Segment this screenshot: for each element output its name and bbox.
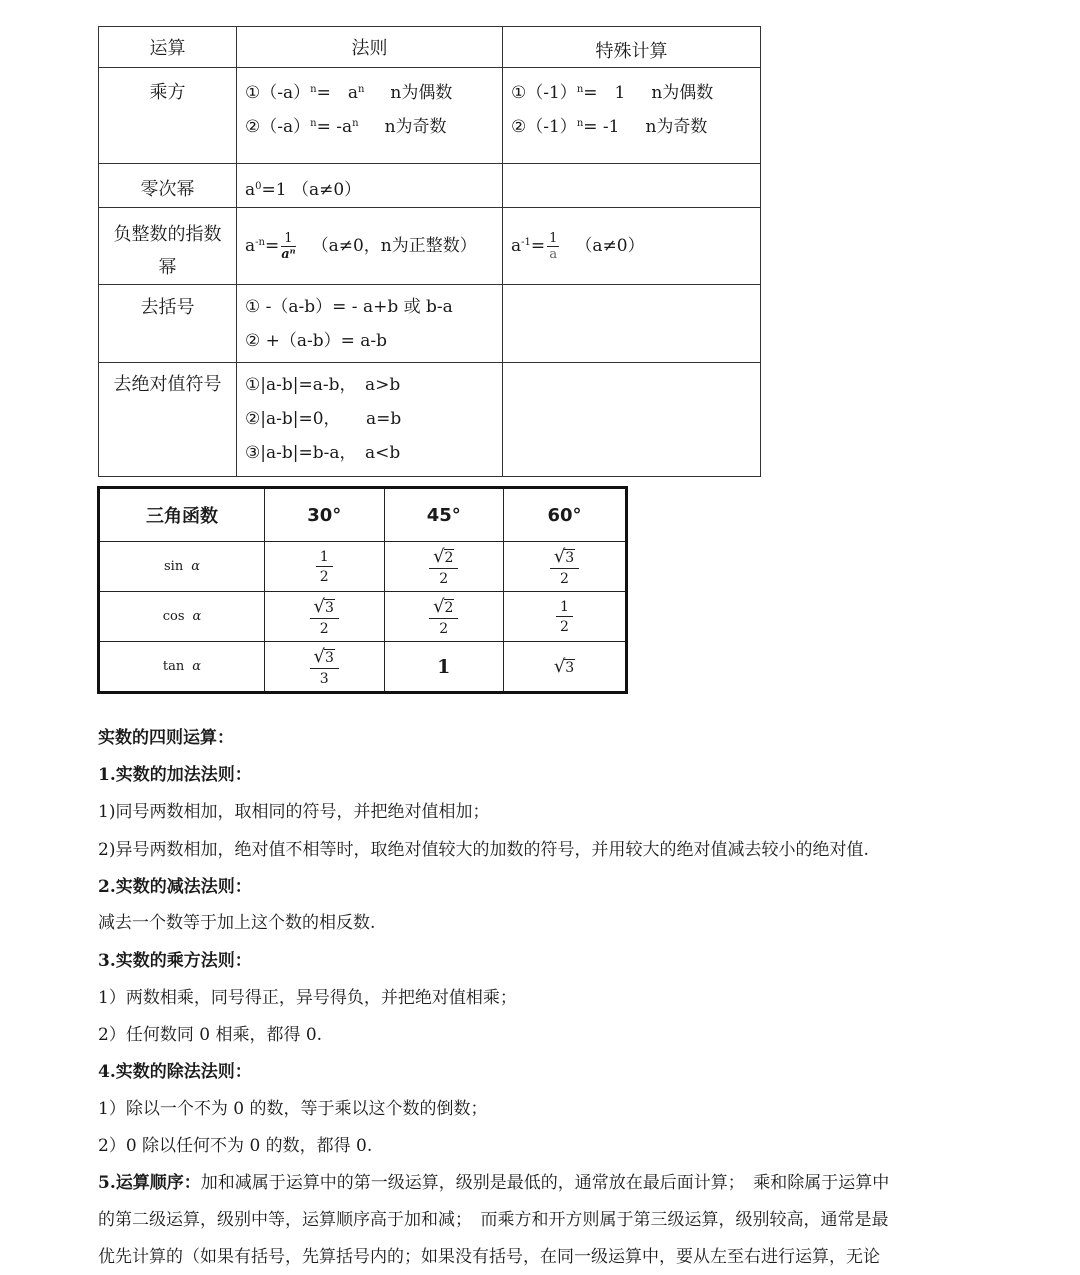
power-special-1: $①(-1)^n=$ 1 n为偶数 bbox=[511, 83, 714, 103]
operations-rules-table bbox=[98, 26, 761, 477]
abs-name: 去绝对值符号 bbox=[113, 374, 222, 395]
abs-rule-2: ②|a-b|=0， a=b bbox=[245, 409, 402, 429]
tan-label: tan α bbox=[99, 642, 265, 693]
header-special bbox=[503, 27, 761, 68]
order-title: 5.运算顺序： bbox=[98, 1173, 201, 1193]
order-line-3: 优先计算的（如果有括号，先算括号内的；如果没有括号，在同一级运算中，要从左至右进行运算，无论 bbox=[98, 1247, 880, 1267]
cos-30: $\frac{√3}{2}$ bbox=[265, 592, 385, 642]
sin-60: $\frac{√3}{2}$ bbox=[504, 542, 627, 592]
header-rule bbox=[237, 27, 503, 68]
negative-rule: $a^{-n}=$ $\frac{1}{\text{aⁿ}}$ （a≠0，n为正整数） bbox=[245, 231, 477, 262]
negative-name: 负整数的指数幂 bbox=[113, 224, 222, 278]
row-zero-power bbox=[99, 164, 761, 208]
add-rule-2: 2)异号两数相加，绝对值不相等时，取绝对值较大的加数的符号，并用较大的绝对值减去较小的绝对值. bbox=[98, 840, 869, 860]
section-title: 实数的四则运算： bbox=[98, 728, 234, 748]
trig-row-sin bbox=[99, 542, 627, 592]
trig-header-60: 60° bbox=[504, 488, 627, 542]
cos-45: $\frac{√2}{2}$ bbox=[384, 592, 504, 642]
abs-rule-1: ①|a-b|=a-b， a>b bbox=[245, 375, 401, 395]
sin-label: sin α bbox=[99, 542, 265, 592]
tan-45: 1 bbox=[384, 642, 504, 693]
div-rule-title: 4.实数的除法法则： bbox=[98, 1062, 252, 1082]
add-rule-1: 1)同号两数相加，取相同的符号，并把绝对值相加； bbox=[98, 802, 490, 822]
brackets-rule-1: ① -（a-b）= - a+b 或 b-a bbox=[245, 297, 453, 317]
trig-row-tan bbox=[99, 642, 627, 693]
trig-header-30: 30° bbox=[265, 488, 385, 542]
negative-special: $a^{-1}=$ $\frac{1}{a}$ （a≠0） bbox=[511, 231, 645, 262]
power-rule-2: $②(-a)^n= -a^n$ n为奇数 bbox=[245, 117, 447, 137]
tan-30: $\frac{√3}{3}$ bbox=[265, 642, 385, 693]
power-special-2: $②(-1)^n= -1$ n为奇数 bbox=[511, 117, 708, 137]
mul-rule-1: 1）两数相乘，同号得正，异号得负，并把绝对值相乘； bbox=[98, 988, 517, 1008]
sin-30: $\frac{1}{2}$ bbox=[265, 542, 385, 592]
sub-rule-1: 减去一个数等于加上这个数的相反数. bbox=[98, 913, 376, 933]
order-line-2: 的第二级运算，级别中等，运算顺序高于加和减； 而乘方和开方则属于第三级运算，级别较高，通常是最 bbox=[98, 1210, 889, 1230]
row-power bbox=[99, 68, 761, 164]
header-operation bbox=[99, 27, 237, 68]
abs-rule-3: ③|a-b|=b-a， a<b bbox=[245, 443, 401, 463]
trig-header-45: 45° bbox=[384, 488, 504, 542]
header-operation-text: 运算 bbox=[149, 38, 186, 59]
div-rule-2: 2）0 除以任何不为 0 的数，都得 0. bbox=[98, 1136, 373, 1156]
cos-60: $\frac{1}{2}$ bbox=[504, 592, 627, 642]
mul-rule-2: 2）任何数同 0 相乘，都得 0. bbox=[98, 1025, 323, 1045]
brackets-name: 去括号 bbox=[140, 297, 195, 318]
row-negative-exponent bbox=[99, 208, 761, 285]
div-rule-1: 1）除以一个不为 0 的数，等于乘以这个数的倒数； bbox=[98, 1099, 488, 1119]
zero-rule: $a^0=1$ （a≠0） bbox=[245, 180, 362, 200]
add-rule-title: 1.实数的加法法则： bbox=[98, 765, 252, 785]
mul-rule-title: 3.实数的乘方法则： bbox=[98, 951, 252, 971]
trig-values-table bbox=[97, 486, 628, 694]
zero-name: 零次幂 bbox=[140, 178, 195, 200]
row-remove-abs bbox=[99, 363, 761, 477]
trig-header-function: 三角函数 bbox=[99, 488, 265, 542]
power-rule-1: $①(-a)^n=$ $a^n$ n为偶数 bbox=[245, 83, 453, 103]
trig-row-cos bbox=[99, 592, 627, 642]
brackets-rule-2: ② +（a-b）= a-b bbox=[245, 331, 388, 351]
header-special-text: 特殊计算 bbox=[595, 41, 668, 62]
power-name: 乘方 bbox=[149, 82, 186, 103]
sub-rule-title: 2.实数的减法法则： bbox=[98, 877, 252, 897]
order-line-1: 5.运算顺序：加和减属于运算中的第一级运算，级别是最低的，通常放在最后面计算； 乘和除属于运算中 bbox=[98, 1173, 890, 1193]
row-remove-brackets bbox=[99, 285, 761, 363]
header-rule-text: 法则 bbox=[351, 38, 388, 59]
cos-label: cos α bbox=[99, 592, 265, 642]
tan-60: √3 bbox=[504, 642, 627, 693]
sin-45: $\frac{√2}{2}$ bbox=[384, 542, 504, 592]
